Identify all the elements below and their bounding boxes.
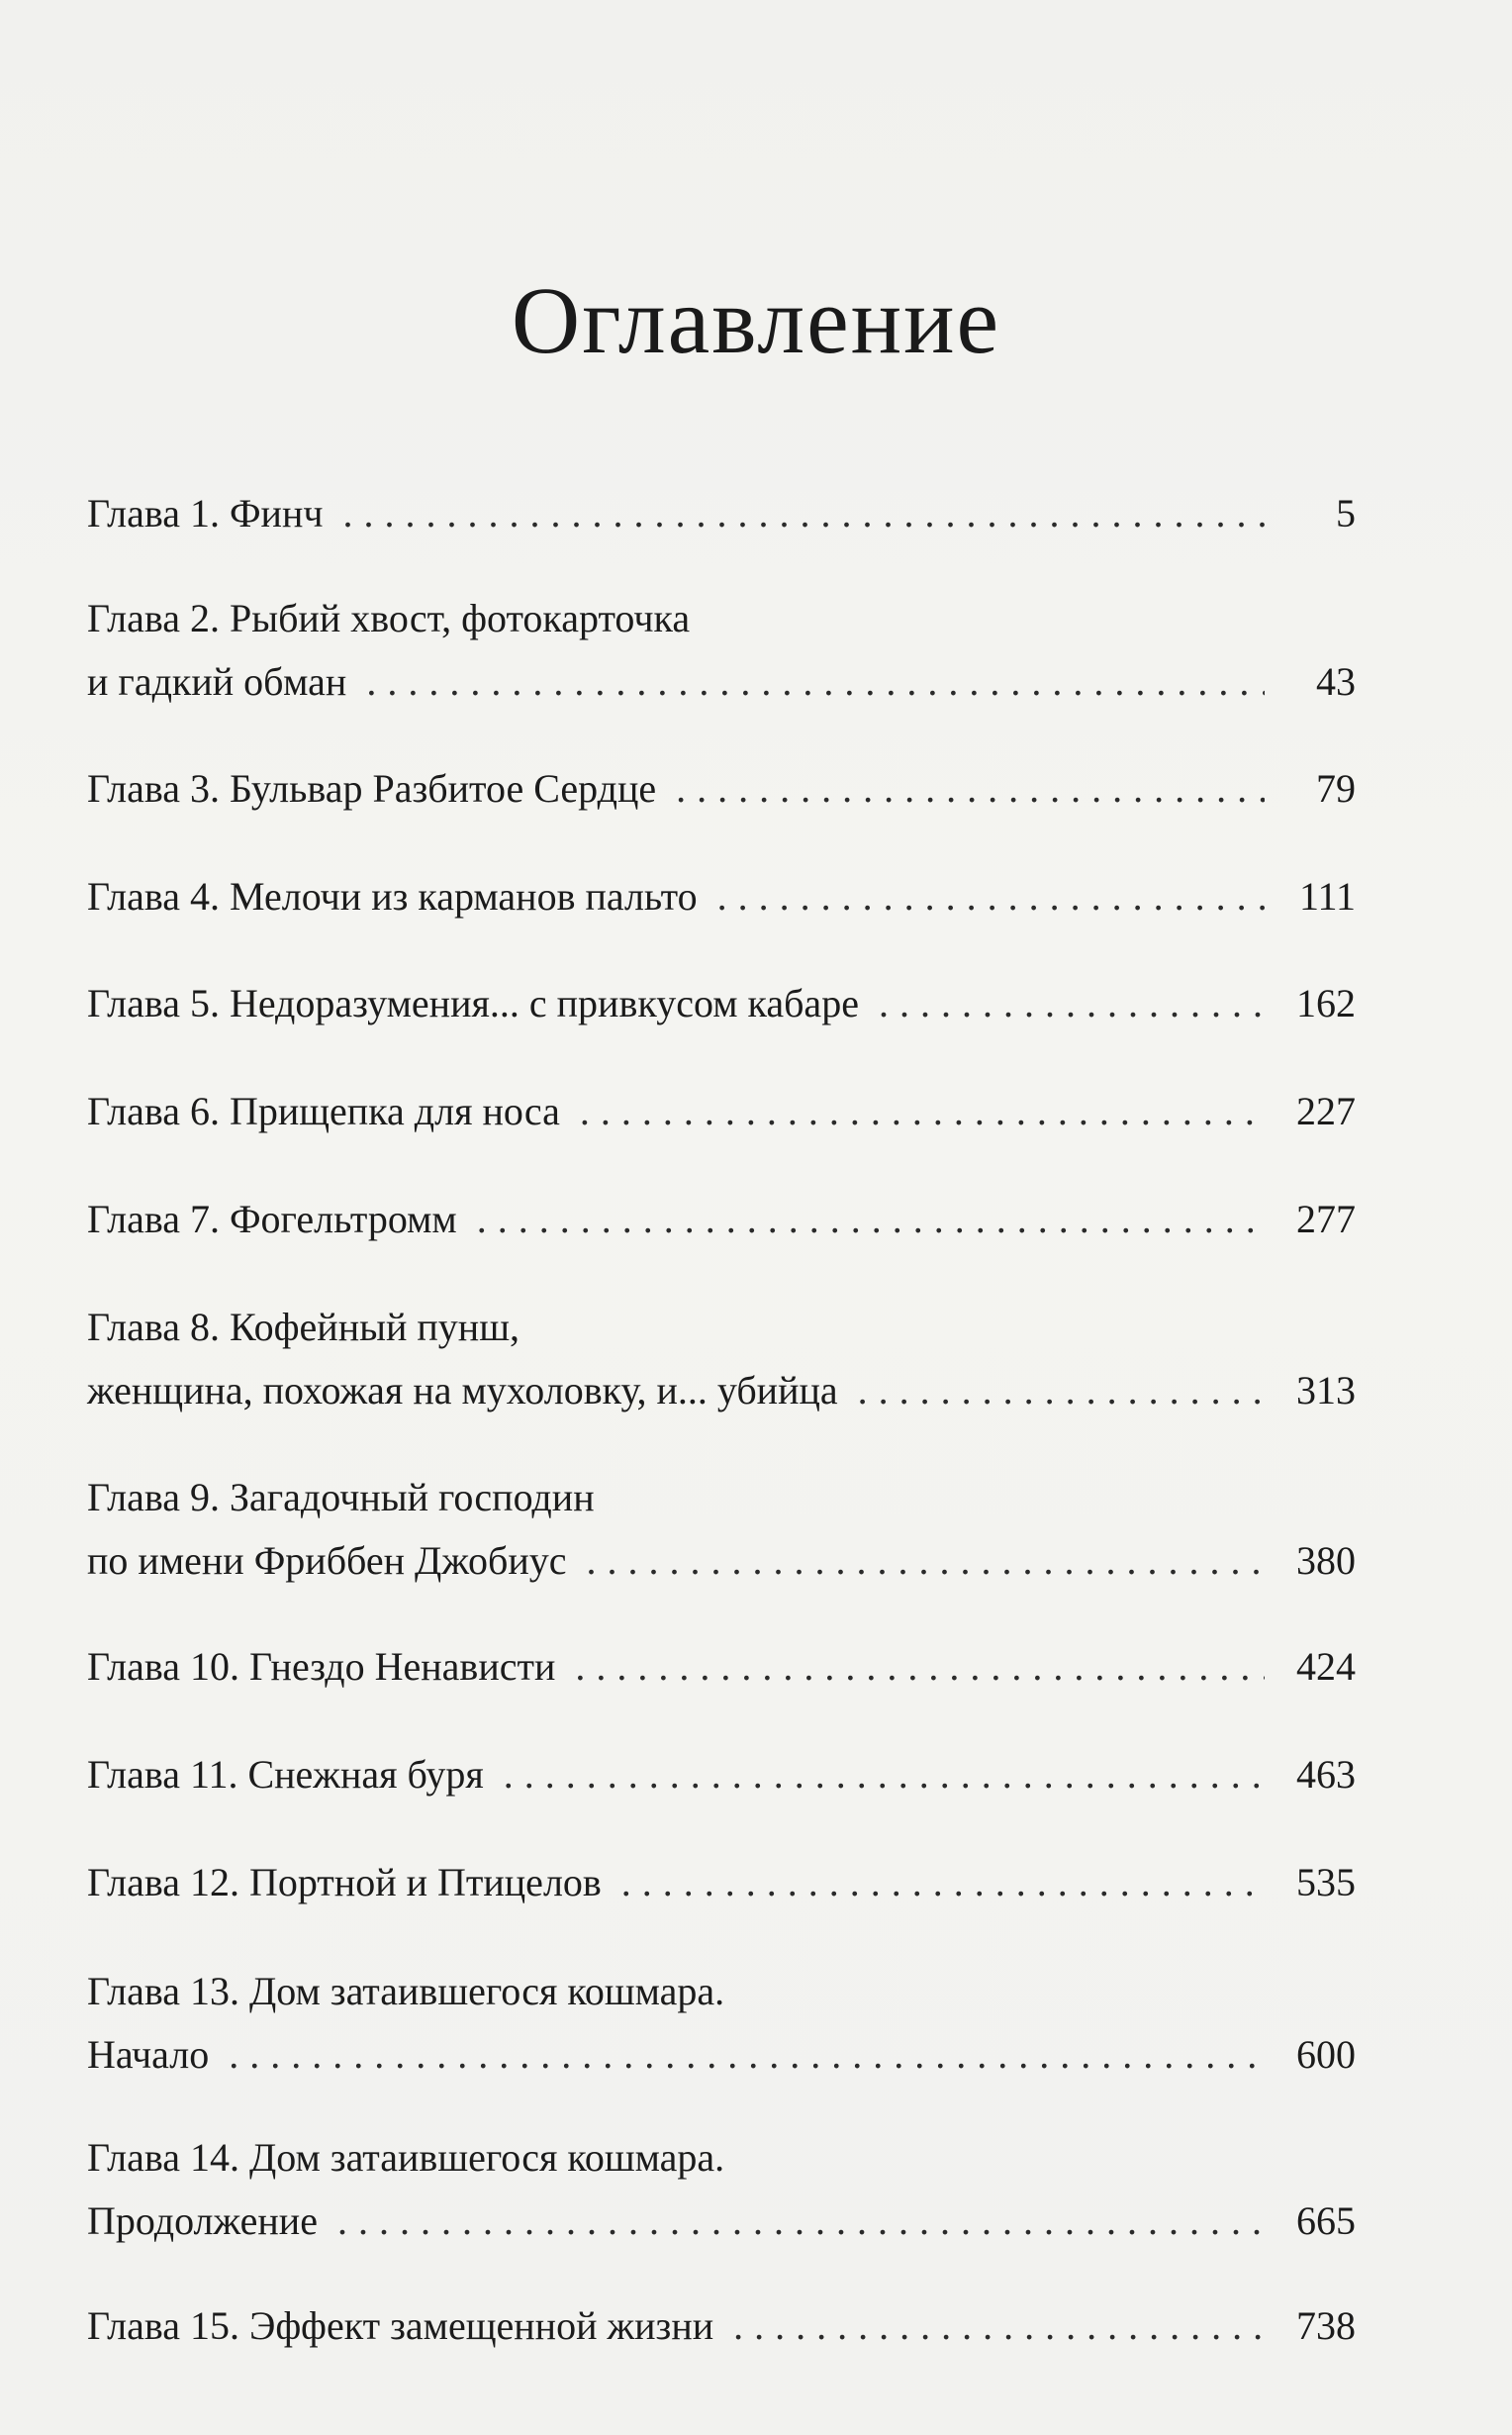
dot-leader [504, 1743, 1265, 1806]
toc-page-number: 277 [1296, 1197, 1356, 1241]
toc-entry-title-line: Глава 14. Дом затаившегося кошмара. [87, 2135, 725, 2180]
dot-leader [342, 482, 1265, 545]
toc-page-number: 424 [1296, 1644, 1356, 1689]
toc-entry-1[interactable] [87, 482, 1356, 545]
toc-entry-title: Глава 11. Снежная буря [87, 1752, 484, 1797]
toc-entry-8[interactable] [87, 1296, 1356, 1422]
dot-leader [229, 2023, 1265, 2087]
toc-page-number: 162 [1296, 981, 1356, 1025]
toc-entry-title: женщина, похожая на мухоловку, и... убийца [87, 1368, 838, 1412]
toc-entry-title: Глава 6. Прищепка для носа [87, 1089, 560, 1133]
dot-leader [733, 2294, 1265, 2358]
toc-entry-5[interactable] [87, 972, 1356, 1035]
dot-leader [676, 757, 1265, 821]
toc-entry-9[interactable] [87, 1466, 1356, 1593]
toc-page-number: 738 [1296, 2303, 1356, 2348]
dot-leader [366, 650, 1265, 714]
toc-page-number: 43 [1316, 659, 1356, 704]
dot-leader [621, 1851, 1265, 1914]
toc-page-number: 227 [1296, 1089, 1356, 1133]
toc-entry-11[interactable] [87, 1743, 1356, 1806]
dot-leader [586, 1529, 1265, 1593]
toc-entry-2[interactable] [87, 587, 1356, 714]
page-title: Оглавление [511, 267, 1001, 373]
toc-entry-title: по имени Фриббен Джобиус [87, 1538, 567, 1583]
toc-entry-title: Начало [87, 2032, 210, 2077]
toc-entry-title: Глава 1. Финч [87, 491, 324, 536]
toc-entry-title-line: Глава 2. Рыбий хвост, фотокарточка [87, 596, 691, 640]
toc-page-number: 313 [1296, 1368, 1356, 1412]
toc-entry-12[interactable] [87, 1851, 1356, 1914]
toc-entry-10[interactable] [87, 1635, 1356, 1699]
dot-leader [580, 1080, 1265, 1143]
toc-entry-title-line: Глава 9. Загадочный господин [87, 1475, 595, 1519]
toc-entry-title: Глава 5. Недоразумения... с привкусом кабаре [87, 981, 859, 1025]
toc-entry-4[interactable] [87, 865, 1356, 928]
dot-leader [858, 1359, 1265, 1422]
toc-entry-title: Продолжение [87, 2198, 318, 2243]
toc-page-number: 535 [1296, 1860, 1356, 1904]
toc-entry-13[interactable] [87, 1960, 1356, 2087]
toc-entry-title: Глава 10. Гнездо Ненависти [87, 1644, 556, 1689]
dot-leader [879, 972, 1265, 1035]
toc-entry-title: Глава 7. Фогельтромм [87, 1197, 457, 1241]
toc-entry-title: и гадкий обман [87, 659, 347, 704]
toc-entry-15[interactable] [87, 2294, 1356, 2358]
toc-entry-title: Глава 4. Мелочи из карманов пальто [87, 874, 698, 919]
toc-page-number: 79 [1316, 766, 1356, 811]
dot-leader [337, 2190, 1265, 2253]
toc-entry-14[interactable] [87, 2126, 1356, 2253]
toc-entry-7[interactable] [87, 1188, 1356, 1251]
toc-page-number: 380 [1296, 1538, 1356, 1583]
toc-page-number: 5 [1336, 491, 1356, 536]
toc-page-number: 600 [1296, 2032, 1356, 2077]
dot-leader [717, 865, 1265, 928]
toc-entry-title-line: Глава 13. Дом затаившегося кошмара. [87, 1969, 725, 2013]
toc-entry-6[interactable] [87, 1080, 1356, 1143]
toc-page-number: 665 [1296, 2198, 1356, 2243]
toc-page-number: 463 [1296, 1752, 1356, 1797]
toc-page-number: 111 [1298, 874, 1356, 919]
dot-leader [477, 1188, 1265, 1251]
toc-entry-title: Глава 3. Бульвар Разбитое Сердце [87, 766, 657, 811]
toc-entry-3[interactable] [87, 757, 1356, 821]
toc-entry-title: Глава 12. Портной и Птицелов [87, 1860, 602, 1904]
toc-entry-title-line: Глава 8. Кофейный пунш, [87, 1305, 520, 1349]
toc-entry-title: Глава 15. Эффект замещенной жизни [87, 2303, 714, 2348]
dot-leader [575, 1635, 1265, 1699]
